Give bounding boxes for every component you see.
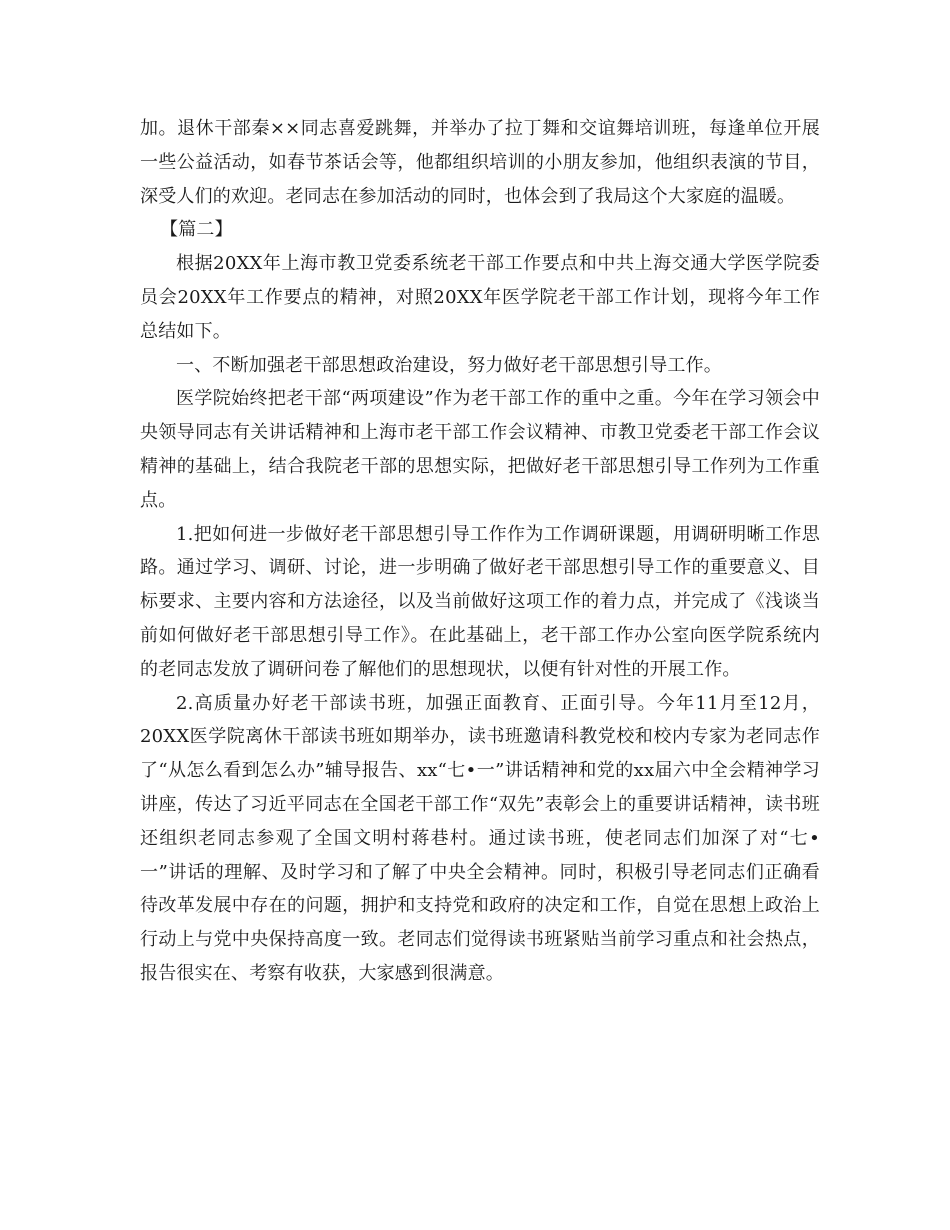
- paragraph-continuation: 加。退休干部秦××同志喜爱跳舞，并举办了拉丁舞和交谊舞培训班，每逢单位开展一些公益活动，如春节茶话会等，他都组织培训的小朋友参加，他组织表演的节目，深受人们的欢迎。老同志在参加活动的同时，也体会到了我局这个大家庭的温暖。: [140, 118, 820, 207]
- document-body: [140, 112, 820, 991]
- paragraph-item-1: 1.把如何进一步做好老干部思想引导工作作为工作调研课题，用调研明晰工作思路。通过学习、调研、讨论，进一步明确了做好老干部思想引导工作的重要意义、目标要求、主要内容和方法途径，以及当前做好这项工作的着力点，并完成了《浅谈当前如何做好老干部思想引导工作》。在此基础上，老干部工作办公室向医学院系统内的老同志发放了调研问卷了解他们的思想现状，以便有针对性的开展工作。: [140, 523, 820, 680]
- paragraph-body: 医学院始终把老干部“两项建设”作为老干部工作的重中之重。今年在学习领会中央领导同志有关讲话精神和上海市老干部工作会议精神、市教卫党委老干部工作会议精神的基础上，结合我院老干部的思想实际，把做好老干部思想引导工作列为工作重点。: [140, 388, 820, 511]
- section-heading: 【篇二】: [160, 219, 233, 241]
- paragraph-item-2: 2.高质量办好老干部读书班，加强正面教育、正面引导。今年11月至12月，20XX医学院离休干部读书班如期举办，读书班邀请科教党校和校内专家为老同志作了“从怎么看到怎么办”辅导报告、xx“七•一”讲话精神和党的xx届六中全会精神学习讲座，传达了习近平同志在全国老干部工作“双先”表彰会上的重要讲话精神，读书班还组织老同志参观了全国文明村蒋巷村。通过读书班，使老同志们加深了对“七•一”讲话的理解、及时学习和了解了中央全会精神。同时，积极引导老同志们正确看待改革发展中存在的问题，拥护和支持党和政府的决定和工作，自觉在思想上政治上行动上与党中央保持高度一致。老同志们觉得读书班紧贴当前学习重点和社会热点，报告很实在、考察有收获，大家感到很满意。: [140, 692, 820, 984]
- paragraph-intro: 根据20XX年上海市教卫党委系统老干部工作要点和中共上海交通大学医学院委员会20XX年工作要点的精神，对照20XX年医学院老干部工作计划，现将今年工作总结如下。: [140, 253, 820, 342]
- paragraph-section-title: 一、不断加强老干部思想政治建设，努力做好老干部思想引导工作。: [176, 354, 722, 376]
